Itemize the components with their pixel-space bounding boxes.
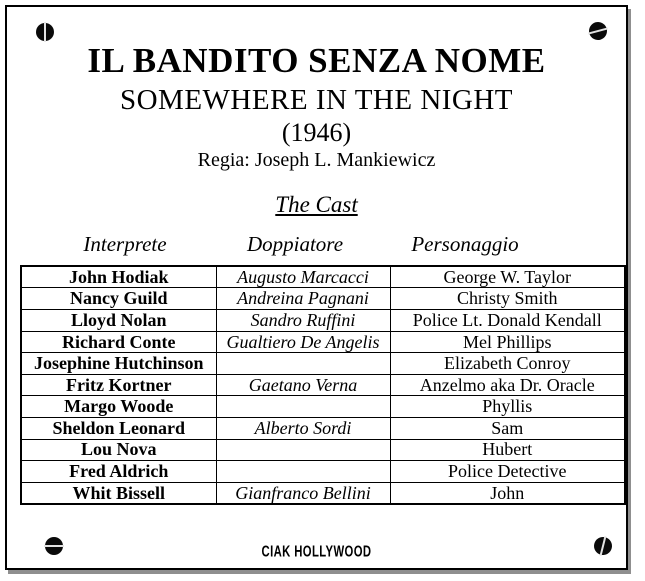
- table-row: [21, 396, 625, 418]
- cell-personaggio: Police Lt. Donald Kendall: [390, 310, 625, 332]
- table-row: [21, 310, 625, 332]
- screw-slot: [588, 27, 608, 35]
- column-header-interprete: Interprete: [83, 231, 167, 256]
- table-row: [21, 418, 625, 440]
- cell-interprete: Josephine Hutchinson: [21, 353, 216, 375]
- cell-personaggio: John: [390, 482, 625, 504]
- publisher-logo: [7, 543, 626, 561]
- cell-personaggio: Christy Smith: [390, 288, 625, 310]
- table-row: [21, 331, 625, 353]
- cast-table: [20, 265, 626, 506]
- film-title-italian: IL BANDITO SENZA NOME: [87, 41, 546, 80]
- cell-personaggio: Sam: [390, 418, 625, 440]
- column-header-personaggio: Personaggio: [411, 231, 519, 256]
- table-row: [21, 266, 625, 288]
- screw-head-icon-top-left: [36, 23, 54, 41]
- film-year: (1946): [281, 118, 352, 148]
- column-header-doppiatore: Doppiatore: [246, 231, 344, 256]
- cell-interprete: Fritz Kortner: [21, 374, 216, 396]
- table-row: [21, 461, 625, 483]
- cell-doppiatore: Sandro Ruffini: [216, 310, 390, 332]
- cell-personaggio: Mel Phillips: [390, 331, 625, 353]
- cell-interprete: Margo Woode: [21, 396, 216, 418]
- table-row: [21, 374, 625, 396]
- cast-section-heading: The Cast: [275, 192, 358, 218]
- screw-slot: [44, 22, 47, 42]
- cell-interprete: Fred Aldrich: [21, 461, 216, 483]
- cell-doppiatore: [216, 439, 390, 461]
- cell-personaggio: George W. Taylor: [390, 266, 625, 288]
- cell-doppiatore: Augusto Marcacci: [216, 266, 390, 288]
- cell-doppiatore: Gualtiero De Angelis: [216, 331, 390, 353]
- publisher-logo-text: CIAK HOLLYWOOD: [261, 543, 372, 561]
- cast-column-headers: [40, 233, 550, 256]
- cell-personaggio: Elizabeth Conroy: [390, 353, 625, 375]
- screw-head-icon-top-right: [587, 20, 609, 42]
- director-line: Regia: Joseph L. Mankiewicz: [197, 149, 436, 172]
- cell-doppiatore: [216, 461, 390, 483]
- table-row: [21, 482, 625, 504]
- cell-interprete: Sheldon Leonard: [21, 418, 216, 440]
- cell-interprete: Richard Conte: [21, 331, 216, 353]
- cell-personaggio: Phyllis: [390, 396, 625, 418]
- table-row: [21, 353, 625, 375]
- cell-interprete: Whit Bissell: [21, 482, 216, 504]
- cell-doppiatore: [216, 396, 390, 418]
- film-title-original: SOMEWHERE IN THE NIGHT: [119, 83, 514, 116]
- cell-doppiatore: [216, 353, 390, 375]
- table-row: [21, 439, 625, 461]
- cell-doppiatore: Gaetano Verna: [216, 374, 390, 396]
- cell-interprete: John Hodiak: [21, 266, 216, 288]
- cell-interprete: Lloyd Nolan: [21, 310, 216, 332]
- cell-interprete: Nancy Guild: [21, 288, 216, 310]
- table-row: [21, 288, 625, 310]
- cell-doppiatore: Andreina Pagnani: [216, 288, 390, 310]
- cell-personaggio: Hubert: [390, 439, 625, 461]
- cast-plaque: [5, 5, 628, 570]
- cell-doppiatore: Gianfranco Bellini: [216, 482, 390, 504]
- cell-personaggio: Police Detective: [390, 461, 625, 483]
- cell-interprete: Lou Nova: [21, 439, 216, 461]
- cell-personaggio: Anzelmo aka Dr. Oracle: [390, 374, 625, 396]
- cell-doppiatore: Alberto Sordi: [216, 418, 390, 440]
